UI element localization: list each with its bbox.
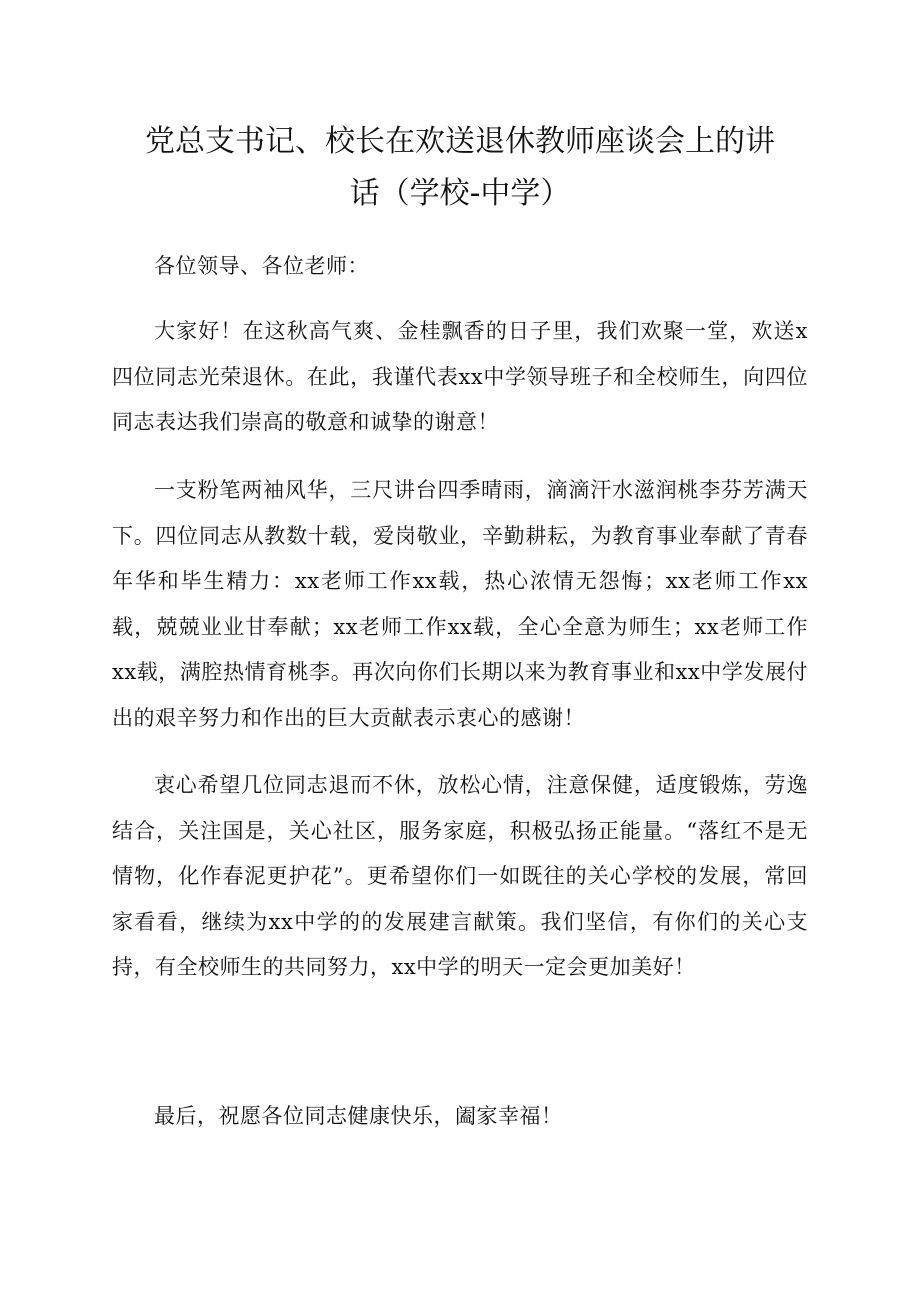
- paragraph-greeting: 大家好！在这秋高气爽、金桂飘香的日子里，我们欢聚一堂，欢送x四位同志光荣退休。在此，我谨代表xx中学领导班子和全校师生，向四位同志表达我们崇高的敬意和诚挚的谢意！: [112, 319, 808, 434]
- salutation: 各位领导、各位老师：: [154, 254, 369, 278]
- paragraph-wishes: 衷心希望几位同志退而不休，放松心情，注意保健，适度锻炼，劳逸结合，关注国是，关心社区，服务家庭，积极弘扬正能量。“落红不是无情物，化作春泥更护花”。更希望你们一如既往的关心学校的发展，常回家看看，继续为xx中学的的发展建言献策。我们坚信，有你们的关心支持，有全校师生的共同努力，xx中学的明天一定会更加美好！: [112, 773, 808, 979]
- paragraph-tribute: 一支粉笔两袖风华，三尺讲台四季晴雨，滴滴汗水滋润桃李芬芳满天下。四位同志从教数十载，爱岗敬业，辛勤耕耘，为教育事业奉献了青春年华和毕生精力：xx老师工作xx载，热心浓情无怨悔；xx老师工作xx载，兢兢业业甘奉献；xx老师工作xx载，全心全意为师生；xx老师工作xx载，满腔热情育桃李。再次向你们长期以来为教育事业和xx中学发展付出的艰辛努力和作出的巨大贡献表示衷心的感谢！: [112, 478, 808, 730]
- document-title-line-2: 话（学校-中学）: [349, 176, 571, 211]
- document-title-line-1: 党总支书记、校长在欢送退休教师座谈会上的讲: [145, 124, 775, 159]
- paragraph-closing: 最后，祝愿各位同志健康快乐，阖家幸福！: [154, 1104, 563, 1128]
